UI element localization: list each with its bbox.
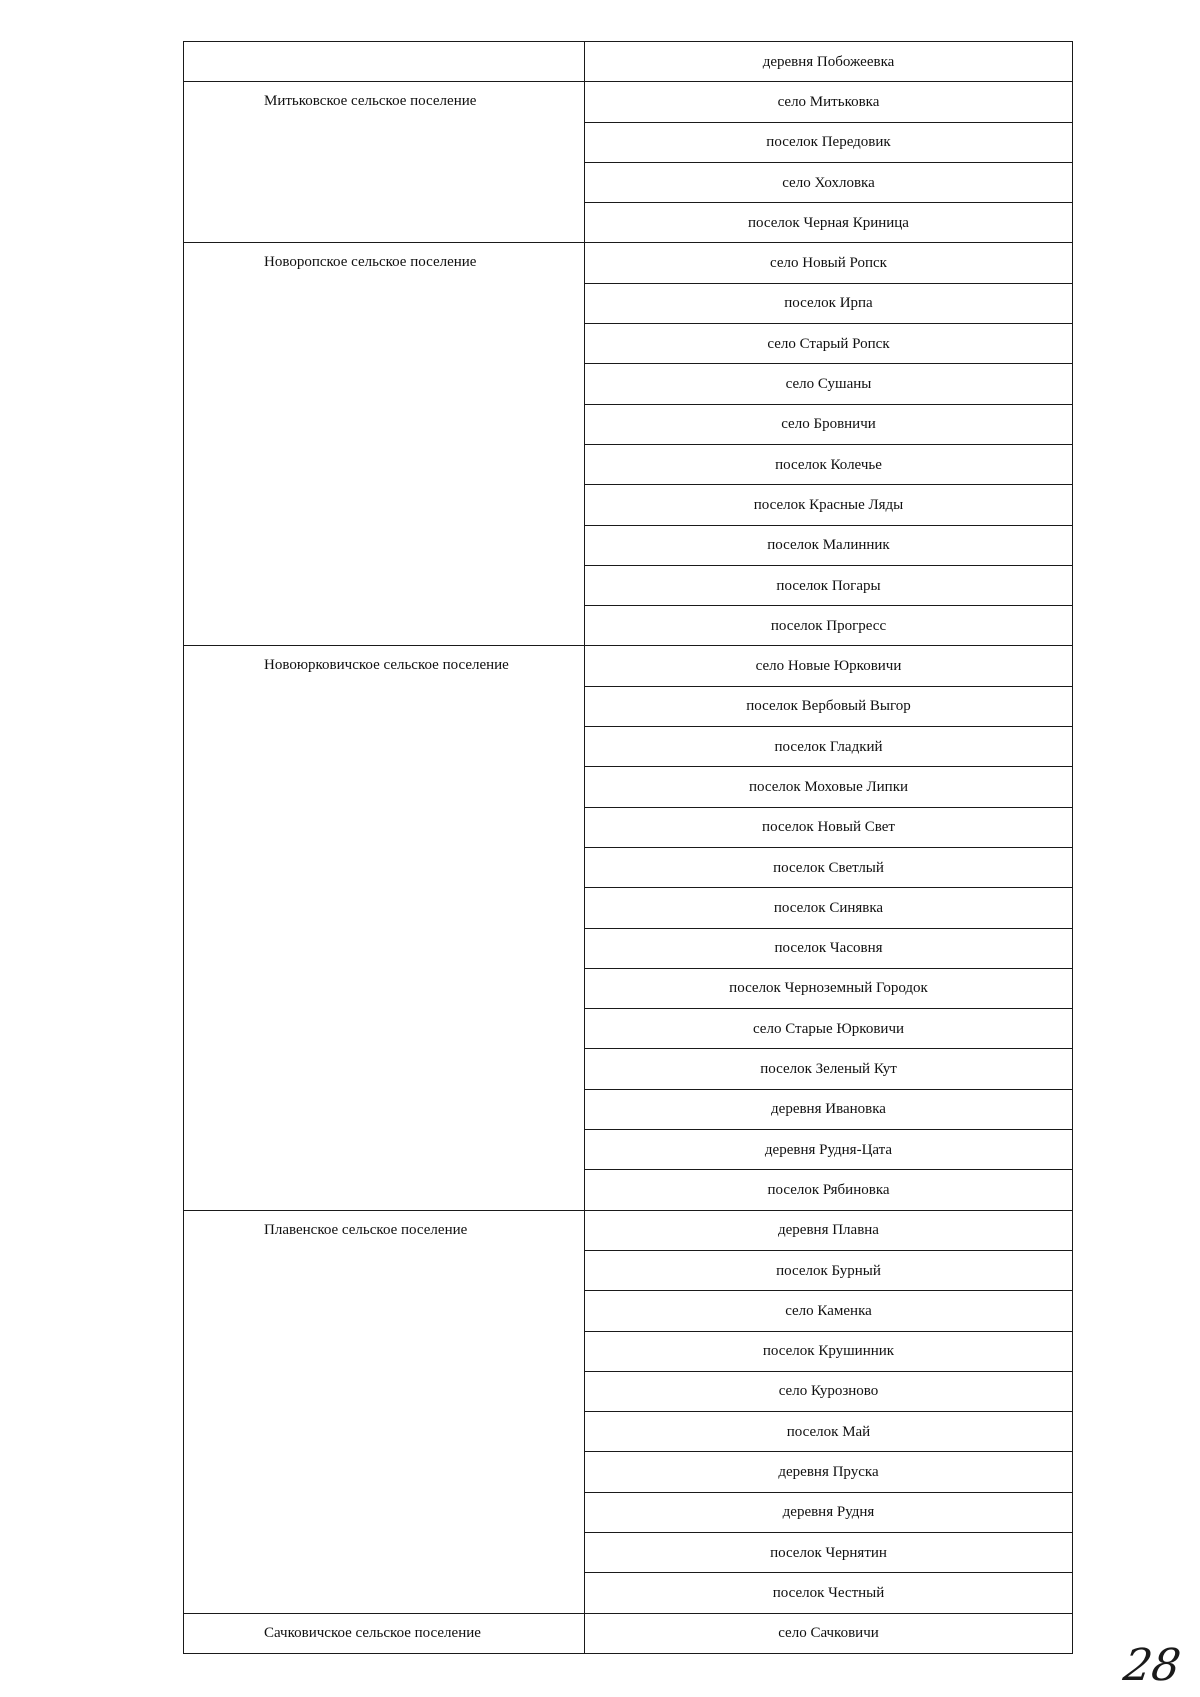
locality-cell: деревня Пруска [585, 1452, 1073, 1492]
settlement-name-cell: Новоропское сельское поселение [184, 243, 585, 646]
locality-cell: поселок Май [585, 1412, 1073, 1452]
locality-cell: село Каменка [585, 1291, 1073, 1331]
locality-cell: село Старый Ропск [585, 324, 1073, 364]
locality-cell: поселок Погары [585, 565, 1073, 605]
settlement-name-cell: Митьковское сельское поселение [184, 82, 585, 243]
locality-cell: село Бровничи [585, 404, 1073, 444]
table-row [184, 646, 1073, 686]
locality-cell: поселок Новый Свет [585, 807, 1073, 847]
locality-cell: село Новый Ропск [585, 243, 1073, 283]
table-row [184, 243, 1073, 283]
locality-cell: деревня Ивановка [585, 1089, 1073, 1129]
locality-cell: село Старые Юрковичи [585, 1009, 1073, 1049]
locality-cell: поселок Гладкий [585, 727, 1073, 767]
settlement-name-cell: Сачковичское сельское поселение [184, 1613, 585, 1653]
locality-cell: село Сушаны [585, 364, 1073, 404]
locality-cell: поселок Малинник [585, 525, 1073, 565]
table-row [184, 1613, 1073, 1653]
table-row [184, 1210, 1073, 1250]
settlement-name-cell [184, 42, 585, 82]
locality-cell: деревня Побожеевка [585, 42, 1073, 82]
locality-cell: поселок Передовик [585, 122, 1073, 162]
locality-cell: поселок Вербовый Выгор [585, 686, 1073, 726]
locality-cell: поселок Красные Ляды [585, 485, 1073, 525]
locality-cell: поселок Зеленый Кут [585, 1049, 1073, 1089]
locality-cell: деревня Рудня [585, 1492, 1073, 1532]
settlements-table-body [184, 42, 1073, 1654]
locality-cell: поселок Черная Криница [585, 203, 1073, 243]
table-row [184, 42, 1073, 82]
locality-cell: поселок Черноземный Городок [585, 968, 1073, 1008]
locality-cell: село Курозново [585, 1371, 1073, 1411]
locality-cell: поселок Честный [585, 1573, 1073, 1613]
locality-cell: поселок Бурный [585, 1250, 1073, 1290]
settlement-name-cell: Новоюрковичское сельское поселение [184, 646, 585, 1210]
locality-cell: поселок Ирпа [585, 283, 1073, 323]
locality-cell: село Новые Юрковичи [585, 646, 1073, 686]
locality-cell: село Сачковичи [585, 1613, 1073, 1653]
locality-cell: деревня Рудня-Цата [585, 1130, 1073, 1170]
locality-cell: село Митьковка [585, 82, 1073, 122]
locality-cell: село Хохловка [585, 162, 1073, 202]
page-number: 28 [1120, 1640, 1184, 1691]
locality-cell: поселок Синявка [585, 888, 1073, 928]
table-row [184, 82, 1073, 122]
settlement-name-cell: Плавенское сельское поселение [184, 1210, 585, 1613]
settlements-table [183, 41, 1073, 1654]
locality-cell: поселок Часовня [585, 928, 1073, 968]
locality-cell: поселок Рябиновка [585, 1170, 1073, 1210]
locality-cell: поселок Колечье [585, 444, 1073, 484]
locality-cell: поселок Светлый [585, 847, 1073, 887]
locality-cell: поселок Моховые Липки [585, 767, 1073, 807]
locality-cell: поселок Крушинник [585, 1331, 1073, 1371]
locality-cell: поселок Прогресс [585, 606, 1073, 646]
locality-cell: поселок Чернятин [585, 1532, 1073, 1572]
locality-cell: деревня Плавна [585, 1210, 1073, 1250]
